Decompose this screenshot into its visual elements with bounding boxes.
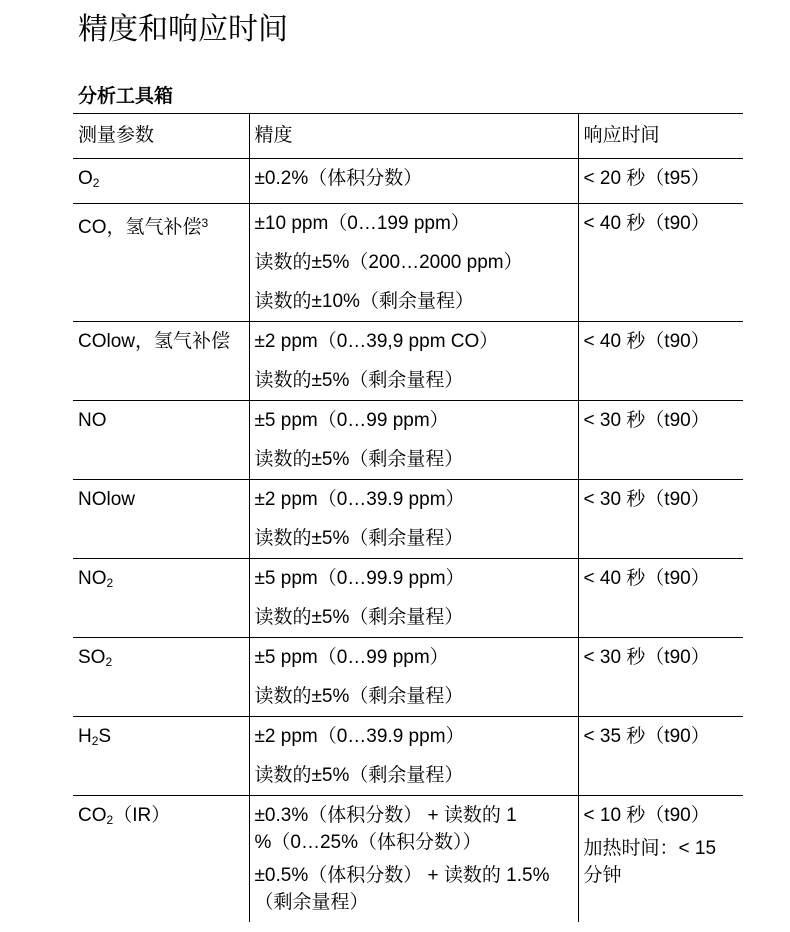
- response-cell: [578, 159, 743, 204]
- response-line: < 30 秒（t90）: [583, 410, 710, 431]
- param-subscript: 2: [105, 655, 113, 669]
- accuracy-line: 读数的±5%（200…2000 ppm）: [254, 252, 523, 273]
- param-suffix: （IR）: [113, 805, 171, 826]
- param-cell: [73, 638, 249, 717]
- accuracy-cell: [249, 717, 578, 796]
- accuracy-cell: [249, 159, 578, 204]
- accuracy-cell: [249, 480, 578, 559]
- param-name: CO，氢气补偿: [78, 217, 202, 238]
- response-cell: [578, 717, 743, 796]
- accuracy-line: ±5 ppm（0…99 ppm）: [254, 410, 449, 431]
- accuracy-line: ±5 ppm（0…99.9 ppm）: [254, 568, 465, 589]
- accuracy-line: ±2 ppm（0…39.9 ppm）: [254, 726, 465, 747]
- warmup-time: 加热时间：< 15 分钟: [583, 838, 717, 886]
- response-line: < 10 秒（t90）: [583, 805, 710, 826]
- table-row: [73, 559, 743, 638]
- accuracy-cell: [249, 638, 578, 717]
- param-name: CO: [78, 805, 107, 826]
- param-name: H: [78, 726, 92, 747]
- param-subscript: 2: [106, 813, 114, 827]
- response-cell: [578, 480, 743, 559]
- param-cell: [73, 559, 249, 638]
- accuracy-line: 读数的±5%（剩余量程）: [254, 370, 464, 391]
- accuracy-line: ±2 ppm（0…39.9 ppm）: [254, 489, 465, 510]
- param-name: NO: [78, 410, 107, 431]
- table-row: [73, 480, 743, 559]
- header-param: 测量参数: [78, 124, 155, 146]
- accuracy-cell: [249, 401, 578, 480]
- accuracy-line: 读数的±5%（剩余量程）: [254, 528, 464, 549]
- accuracy-line: ±2 ppm（0…39,9 ppm CO）: [254, 331, 499, 352]
- accuracy-line: 读数的±5%（剩余量程）: [254, 607, 464, 628]
- param-subscript: 2: [106, 576, 114, 590]
- header-response: 响应时间: [578, 114, 743, 159]
- response-line: < 30 秒（t90）: [583, 647, 710, 668]
- accuracy-cell: [249, 204, 578, 322]
- response-cell: [578, 796, 743, 923]
- param-cell: [73, 159, 249, 204]
- table-row: [73, 401, 743, 480]
- table-row: [73, 638, 743, 717]
- param-cell: [73, 480, 249, 559]
- table-row: [73, 796, 743, 923]
- table-row: [73, 717, 743, 796]
- accuracy-line: 读数的±10%（剩余量程）: [254, 291, 474, 312]
- param-suffix: S: [98, 726, 112, 747]
- accuracy-line: ±10 ppm（0…199 ppm）: [254, 213, 470, 234]
- response-cell: [578, 559, 743, 638]
- accuracy-cell: [249, 559, 578, 638]
- accuracy-line: ±5 ppm（0…99 ppm）: [254, 647, 449, 668]
- param-cell: [73, 401, 249, 480]
- response-line: < 35 秒（t90）: [583, 726, 710, 747]
- param-name: O: [78, 168, 93, 189]
- table-row: [73, 159, 743, 204]
- page-title: 精度和响应时间: [78, 12, 288, 47]
- param-name: NO: [78, 568, 107, 589]
- section-title: 分析工具箱: [78, 85, 174, 107]
- table-row: [73, 322, 743, 401]
- accuracy-cell: [249, 322, 578, 401]
- accuracy-line: 读数的±5%（剩余量程）: [254, 449, 464, 470]
- param-subscript: 2: [91, 734, 99, 748]
- response-cell: [578, 638, 743, 717]
- param-name: SO: [78, 647, 106, 668]
- table-header-row: [73, 114, 743, 159]
- response-cell: [578, 322, 743, 401]
- accuracy-line: ±0.2%（体积分数）: [254, 168, 423, 189]
- accuracy-line: ±0.3%（体积分数） + 读数的 1 %（0…25%（体积分数））: [254, 805, 517, 853]
- accuracy-response-table: [73, 113, 743, 922]
- accuracy-line: 读数的±5%（剩余量程）: [254, 765, 464, 786]
- param-cell: [73, 796, 249, 923]
- param-cell: [73, 204, 249, 322]
- response-cell: [578, 204, 743, 322]
- response-cell: [578, 401, 743, 480]
- accuracy-line: ±0.5%（体积分数） + 读数的 1.5%（剩余量程）: [254, 865, 550, 913]
- param-name: COlow，氢气补偿: [78, 331, 231, 352]
- response-line: < 40 秒（t90）: [583, 213, 710, 234]
- param-cell: [73, 717, 249, 796]
- response-line: < 40 秒（t90）: [583, 568, 710, 589]
- response-line: < 30 秒（t90）: [583, 489, 710, 510]
- param-subscript: 2: [92, 176, 100, 190]
- accuracy-line: 读数的±5%（剩余量程）: [254, 686, 464, 707]
- param-cell: [73, 322, 249, 401]
- table-row: [73, 204, 743, 322]
- accuracy-cell: [249, 796, 578, 923]
- response-line: < 20 秒（t95）: [583, 168, 710, 189]
- response-line: < 40 秒（t90）: [583, 331, 710, 352]
- footnote-marker: 3: [201, 216, 209, 230]
- param-name: NOlow: [78, 489, 136, 510]
- header-accuracy: 精度: [249, 114, 578, 159]
